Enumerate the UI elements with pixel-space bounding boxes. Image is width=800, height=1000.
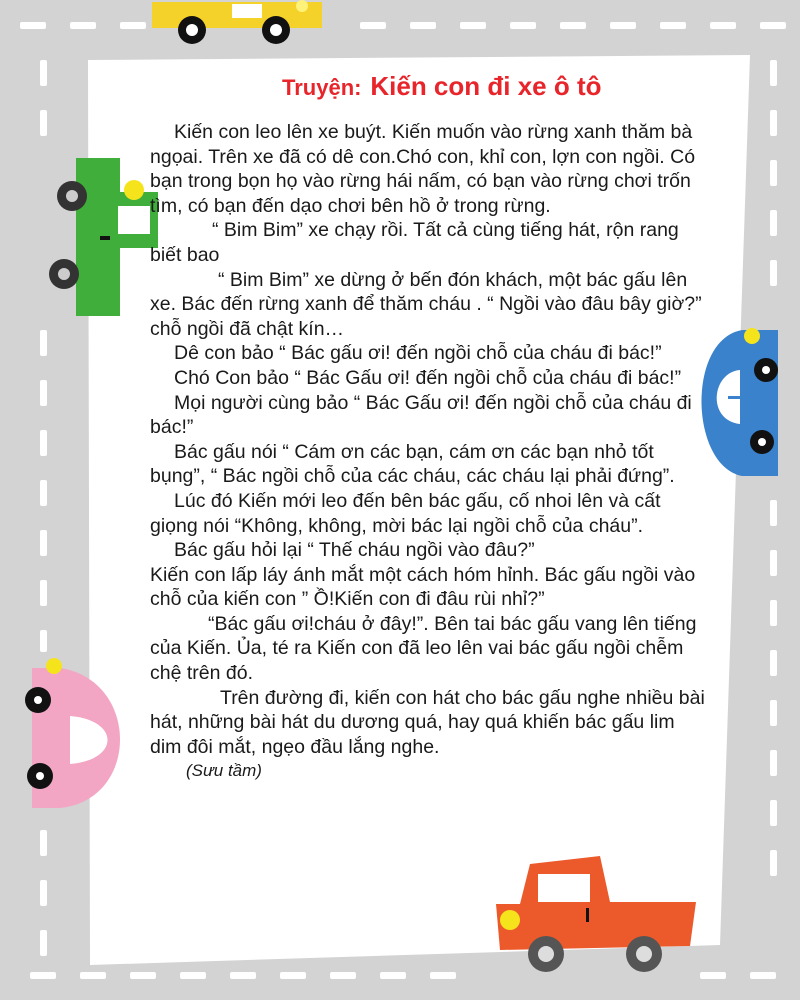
title-prefix: Truyện:: [282, 75, 362, 100]
story-paragraph: Bác gấu nói “ Cám ơn các bạn, cám ơn các bạn nhỏ tốt bụng”, “ Bác ngồi chỗ của các cháu, các cháu lại phải đứng”.: [150, 440, 675, 488]
story-title: [282, 66, 602, 103]
story-paragraph: Bác gấu hỏi lại “ Thế cháu ngồi vào đâu?”: [174, 539, 535, 562]
story-paragraph: Dê con bảo “ Bác gấu ơi! đến ngồi chỗ của cháu đi bác!”: [174, 342, 662, 365]
story-paragraph: “Bác gấu ơi!cháu ở đây!”. Bên tai bác gấu vang lên tiếng của Kiến. Ủa, té ra Kiến con đã leo lên vai bác gấu ngồi chễm chệ trên đó.: [150, 612, 697, 685]
story-paragraph: Chó Con bảo “ Bác Gấu ơi! đến ngồi chỗ của cháu đi bác!”: [174, 366, 682, 389]
pink-car: [25, 658, 120, 808]
story-paragraph: Kiến con lấp láy ánh mắt một cách hóm hỉnh. Bác gấu ngồi vào chỗ của kiến con ” Ồ!Kiến con đi đâu rùi nhỉ?”: [150, 563, 696, 611]
story-paragraph: Trên đường đi, kiến con hát cho bác gấu nghe nhiều bài hát, những bài hát du dương quá, hay quá khiến bác gấu lim dim đôi mắt, ngẹo đầu lắng nghe.: [150, 686, 705, 758]
story-paragraph: “ Bim Bim” xe chạy rồi. Tất cả cùng tiếng hát, rộn rang biết bao: [150, 219, 679, 266]
story-paragraph: Lúc đó Kiến mới leo đến bên bác gấu, cố nhoi lên và cất giọng nói “Không, không, mời bác lại ngồi chỗ của cháu”.: [150, 489, 661, 537]
story-paragraph: Kiến con leo lên xe buýt. Kiến muốn vào rừng xanh thăm bà ngọai. Trên xe đã có dê con.Chó con, khỉ con, lợn con ngồi. Có bạn trong bọn họ vào rừng hái nấm, có bạn vào rừng chơi trốn tìm, có bạn đến dạo chơi bên hồ ở trong rừng.: [150, 121, 696, 217]
title-name: Kiến con đi xe ô tô: [370, 71, 602, 101]
story-body: [150, 120, 710, 784]
blue-car: [701, 328, 778, 476]
source-note: (Sưu tầm): [186, 761, 262, 781]
story-paragraph: “ Bim Bim” xe dừng ở bến đón khách, một bác gấu lên xe. Bác đến rừng xanh để thăm cháu . “ Ngồi vào đâu bây giờ?” chỗ ngồi đã chật kín…: [150, 268, 702, 340]
story-paragraph: Mọi người cùng bảo “ Bác Gấu ơi! đến ngồi chỗ của cháu đi bác!”: [150, 391, 692, 439]
